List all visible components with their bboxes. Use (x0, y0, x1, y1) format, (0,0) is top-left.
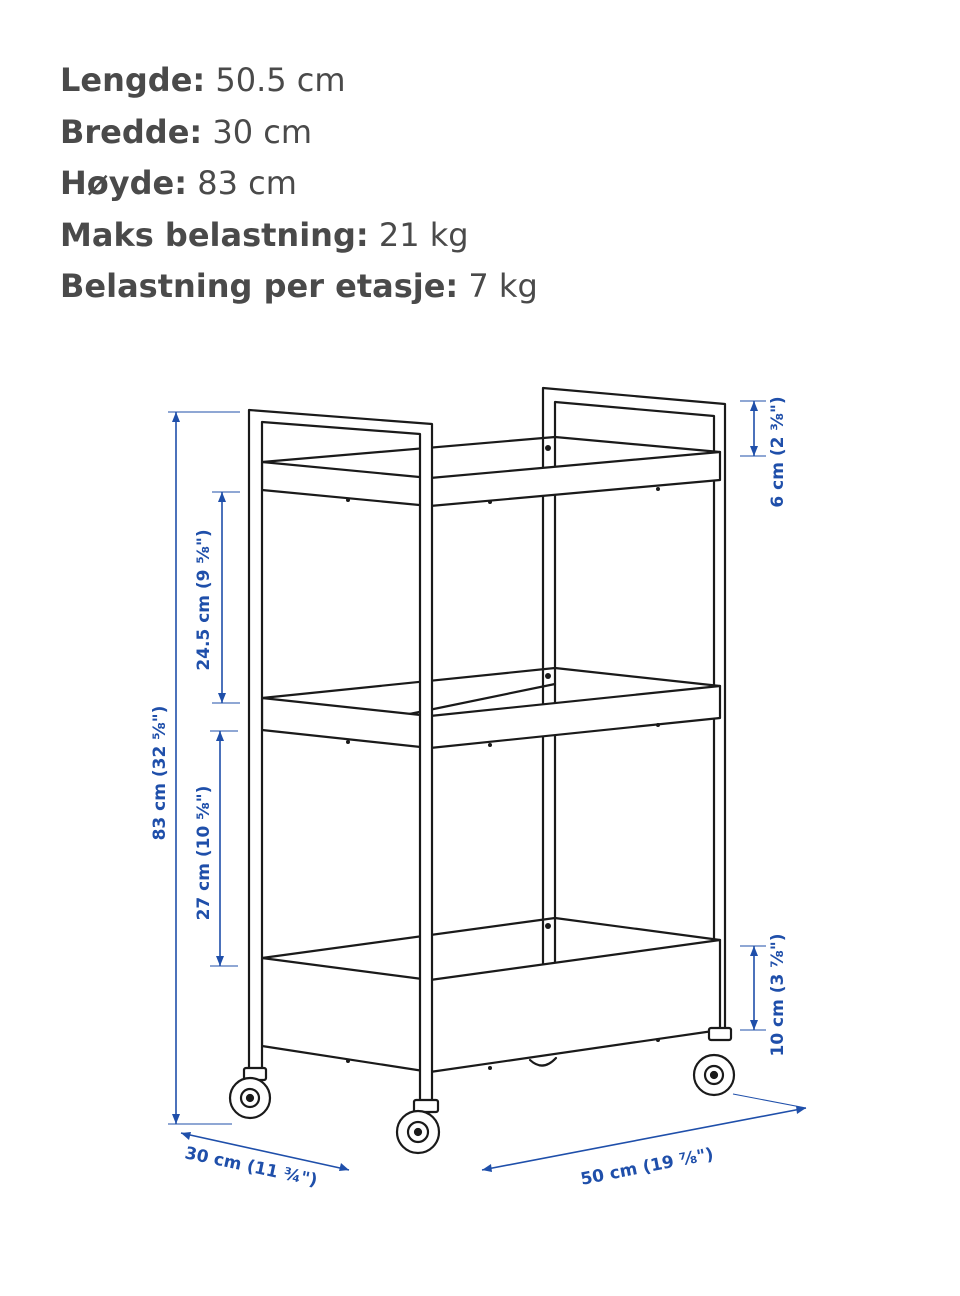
label-upper-gap: 24.5 cm (9 ⅝") (194, 529, 214, 671)
caster-back-hidden (530, 1058, 556, 1066)
label-depth: 30 cm (11 ¾") (183, 1143, 320, 1191)
dim-lower-gap (210, 731, 238, 966)
spec-label: Maks belastning: (60, 215, 369, 254)
label-width: 50 cm (19 ⅞") (578, 1144, 716, 1190)
spec-value: 50.5 cm (215, 61, 346, 99)
spec-value: 30 cm (212, 112, 313, 151)
shelf-middle (262, 686, 720, 748)
dim-bottom-clearance (740, 946, 766, 1030)
spec-label: Høyde: (60, 164, 188, 202)
spec-value: 83 cm (197, 164, 297, 202)
dim-handle-height (740, 401, 766, 456)
caster-front-left (230, 1068, 270, 1118)
dim-upper-gap (212, 492, 240, 703)
shelf-bottom (262, 940, 720, 1072)
label-bottom-clearance: 10 cm (3 ⅞") (768, 933, 788, 1057)
trolley-illustration (230, 388, 734, 1153)
spec-value: 7 kg (468, 267, 538, 305)
caster-front-right (397, 1100, 439, 1153)
label-total-height: 83 cm (32 ⅝") (150, 705, 170, 841)
shelf-top (262, 452, 720, 506)
spec-label: Lengde: (60, 61, 206, 99)
spec-value: 21 kg (378, 215, 469, 254)
spec-label: Belastning per etasje: (60, 267, 459, 305)
label-handle-height: 6 cm (2 ⅜") (768, 396, 788, 508)
dim-total-height (168, 412, 240, 1124)
caster-back-right (694, 1028, 734, 1095)
label-lower-gap: 27 cm (10 ⅝") (194, 785, 214, 921)
spec-label: Bredde: (60, 112, 203, 151)
